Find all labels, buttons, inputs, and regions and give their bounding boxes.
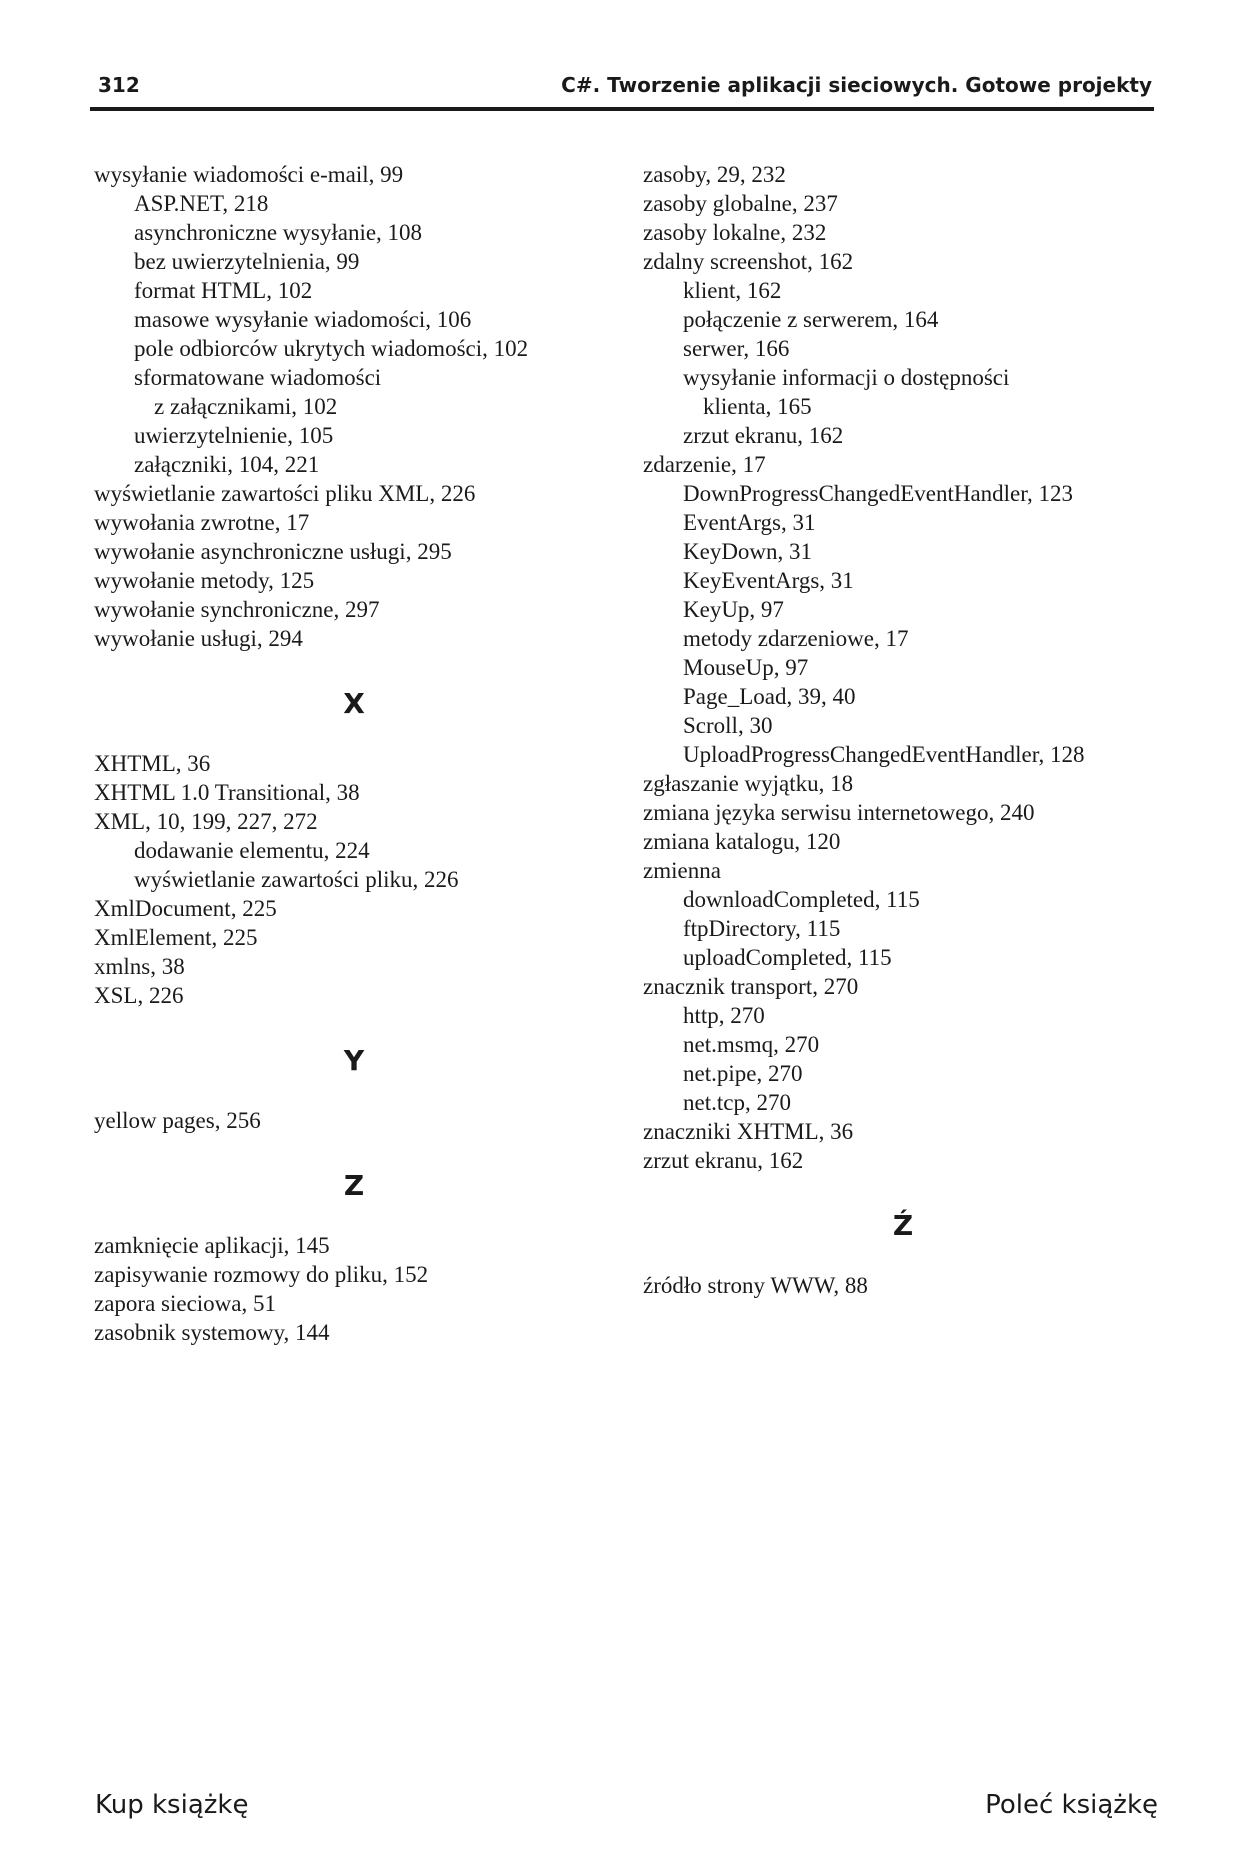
index-entry: wywołania zwrotne, 17 [94, 510, 310, 535]
index-entry: yellow pages, 256 [94, 1108, 261, 1133]
index-subentry: zrzut ekranu, 162 [683, 423, 844, 448]
index-entry: znacznik transport, 270 [643, 974, 859, 999]
page-number: 312 [98, 73, 140, 97]
buy-book-link[interactable]: Kup książkę [95, 1790, 249, 1820]
section-letter-z: Z [343, 1169, 365, 1202]
index-subentry: metody zdarzeniowe, 17 [683, 626, 909, 651]
index-subentry: net.msmq, 270 [683, 1032, 820, 1057]
index-entry: zgłaszanie wyjątku, 18 [643, 771, 854, 796]
index-entry: XmlDocument, 225 [94, 896, 277, 921]
index-entry: zmiana katalogu, 120 [643, 829, 841, 854]
index-entry: źródło strony WWW, 88 [643, 1273, 868, 1298]
recommend-book-link[interactable]: Poleć książkę [985, 1790, 1158, 1820]
index-subentry: Page_Load, 39, 40 [683, 684, 856, 709]
index-entry: zamknięcie aplikacji, 145 [94, 1233, 330, 1258]
index-entry: wywołanie synchroniczne, 297 [94, 597, 380, 622]
page-header [90, 73, 1154, 111]
index-entry: zasoby lokalne, 232 [643, 220, 827, 245]
index-group-z [94, 1231, 614, 1347]
index-subentry: ASP.NET, 218 [134, 191, 269, 216]
index-subentry: bez uwierzytelnienia, 99 [134, 249, 360, 274]
index-subentry: klienta, 165 [703, 394, 812, 419]
index-subentry: sformatowane wiadomości [134, 365, 382, 390]
index-entry: zasoby, 29, 232 [643, 162, 786, 187]
index-group-z-acute [643, 1271, 1163, 1300]
index-subentry: ftpDirectory, 115 [683, 916, 841, 941]
index-subentry: serwer, 166 [683, 336, 790, 361]
index-entry: XML, 10, 199, 227, 272 [94, 809, 318, 834]
index-entry: znaczniki XHTML, 36 [643, 1119, 854, 1144]
index-entry: zdarzenie, 17 [643, 452, 766, 477]
index-entry: xmlns, 38 [94, 954, 185, 979]
index-subentry: MouseUp, 97 [683, 655, 809, 680]
index-entry: zasobnik systemowy, 144 [94, 1320, 330, 1345]
index-group-y [94, 1106, 614, 1135]
index-entry: zdalny screenshot, 162 [643, 249, 854, 274]
index-group-w [94, 160, 614, 653]
index-subentry: uwierzytelnienie, 105 [134, 423, 334, 448]
index-subentry: dodawanie elementu, 224 [134, 838, 370, 863]
running-title: C#. Tworzenie aplikacji sieciowych. Gotowe projekty [561, 73, 1152, 97]
index-subentry: format HTML, 102 [134, 278, 313, 303]
index-group-x [94, 749, 614, 1010]
index-subentry: uploadCompleted, 115 [683, 945, 892, 970]
index-subentry: DownProgressChangedEventHandler, 123 [683, 481, 1074, 506]
index-subentry: masowe wysyłanie wiadomości, 106 [134, 307, 472, 332]
index-subentry: KeyEventArgs, 31 [683, 568, 854, 593]
index-subentry: net.tcp, 270 [683, 1090, 791, 1115]
index-entry: XHTML 1.0 Transitional, 38 [94, 780, 360, 805]
section-letter-z-acute: Ź [892, 1209, 914, 1242]
index-column-right [643, 160, 1163, 1300]
index-subentry: klient, 162 [683, 278, 782, 303]
index-entry: zmienna [643, 858, 721, 883]
index-column-left [94, 160, 614, 1347]
index-subentry: downloadCompleted, 115 [683, 887, 920, 912]
index-subentry: http, 270 [683, 1003, 765, 1028]
section-letter-y: Y [343, 1044, 365, 1077]
index-entry: XmlElement, 225 [94, 925, 258, 950]
index-entry: zmiana języka serwisu internetowego, 240 [643, 800, 1035, 825]
index-subentry: wysyłanie informacji o dostępności [683, 365, 1010, 390]
index-entry: wysyłanie wiadomości e-mail, 99 [94, 162, 404, 187]
index-entry: zasoby globalne, 237 [643, 191, 838, 216]
section-letter-x: X [343, 687, 365, 720]
index-subentry: załączniki, 104, 221 [134, 452, 320, 477]
index-subentry: wyświetlanie zawartości pliku, 226 [134, 867, 459, 892]
index-entry: wywołanie usługi, 294 [94, 626, 303, 651]
index-entry: XHTML, 36 [94, 751, 211, 776]
index-subentry: KeyUp, 97 [683, 597, 784, 622]
index-subentry: z załącznikami, 102 [154, 394, 338, 419]
index-entry: zapisywanie rozmowy do pliku, 152 [94, 1262, 429, 1287]
index-subentry: połączenie z serwerem, 164 [683, 307, 939, 332]
index-entry: zapora sieciowa, 51 [94, 1291, 277, 1316]
index-subentry: UploadProgressChangedEventHandler, 128 [683, 742, 1085, 767]
index-subentry: net.pipe, 270 [683, 1061, 803, 1086]
index-entry: XSL, 226 [94, 983, 184, 1008]
index-subentry: KeyDown, 31 [683, 539, 813, 564]
index-entry: wyświetlanie zawartości pliku XML, 226 [94, 481, 476, 506]
index-entry: wywołanie asynchroniczne usługi, 295 [94, 539, 452, 564]
index-entry: wywołanie metody, 125 [94, 568, 315, 593]
index-subentry: EventArgs, 31 [683, 510, 816, 535]
index-group-z-continued [643, 160, 1163, 1175]
index-subentry: asynchroniczne wysyłanie, 108 [134, 220, 423, 245]
index-subentry: pole odbiorców ukrytych wiadomości, 102 [134, 336, 529, 361]
index-subentry: Scroll, 30 [683, 713, 773, 738]
index-entry: zrzut ekranu, 162 [643, 1148, 804, 1173]
